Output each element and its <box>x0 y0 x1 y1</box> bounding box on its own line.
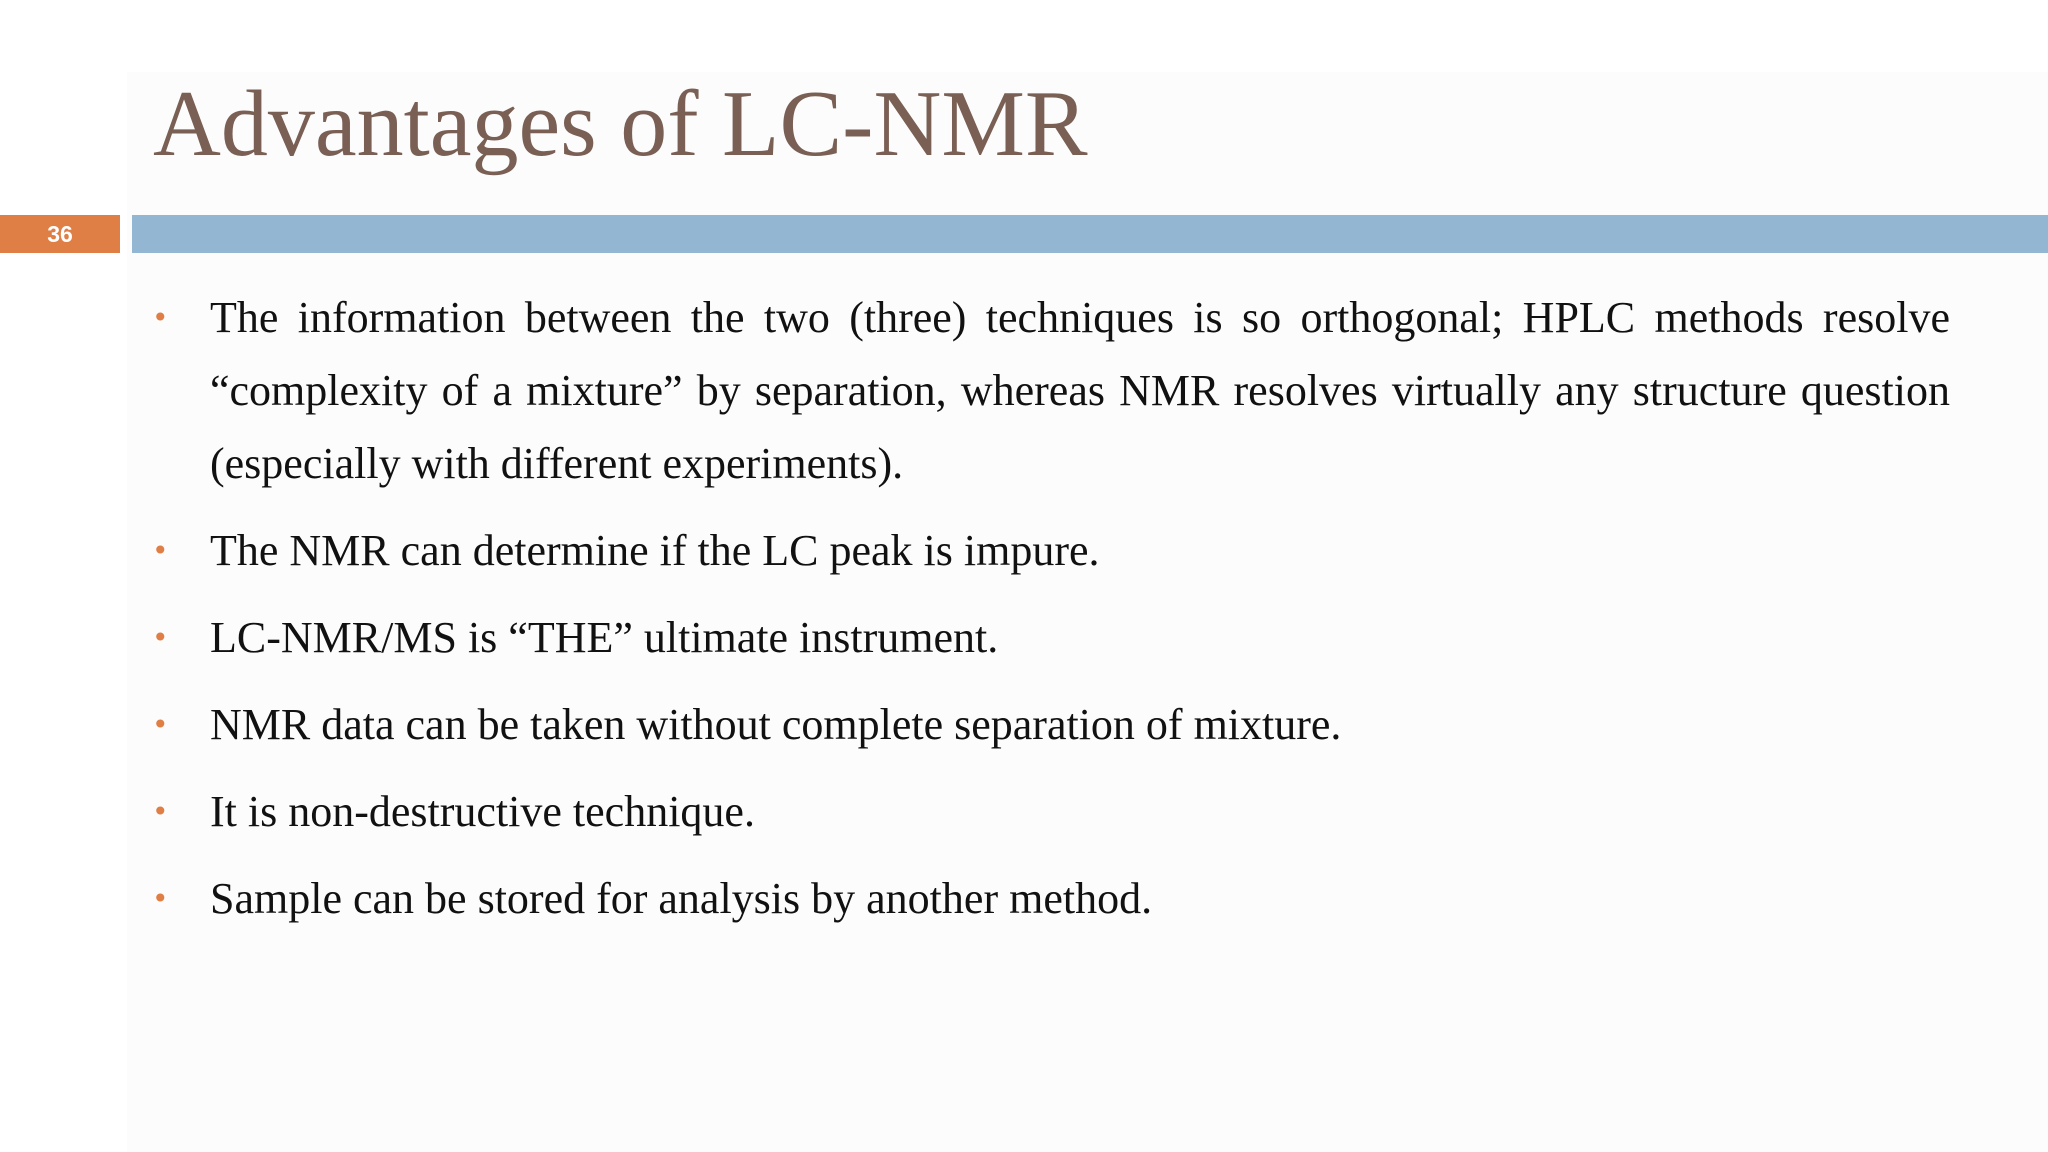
bullet-dot-icon: • <box>152 301 169 334</box>
list-item <box>150 862 1950 935</box>
bullet-text: NMR data can be taken without complete separation of mixture. <box>210 700 1342 749</box>
bullet-text: The NMR can determine if the LC peak is impure. <box>210 526 1100 575</box>
bullet-dot-icon: • <box>152 795 169 828</box>
list-item <box>150 775 1950 848</box>
slide-title: Advantages of LC-NMR <box>153 72 1088 176</box>
bullet-dot-icon: • <box>152 534 169 567</box>
list-item <box>150 514 1950 587</box>
bullet-text: Sample can be stored for analysis by another method. <box>210 874 1153 923</box>
bullet-list <box>150 281 1950 949</box>
bullet-text: LC-NMR/MS is “THE” ultimate instrument. <box>210 613 999 662</box>
bullet-text: It is non-destructive technique. <box>210 787 755 836</box>
list-item <box>150 281 1950 500</box>
bullet-dot-icon: • <box>152 708 169 741</box>
slide-number-badge: 36 <box>0 215 120 253</box>
bullet-dot-icon: • <box>152 621 169 654</box>
bullet-dot-icon: • <box>152 882 169 915</box>
list-item <box>150 688 1950 761</box>
bullet-text: The information between the two (three) techniques is so orthogonal; HPLC methods resolve “complexity of a mixture” by separation, whereas NMR resolves virtually any structure question (especially with different experiments). <box>210 293 1950 488</box>
list-item <box>150 601 1950 674</box>
title-divider-bar <box>132 215 2048 253</box>
